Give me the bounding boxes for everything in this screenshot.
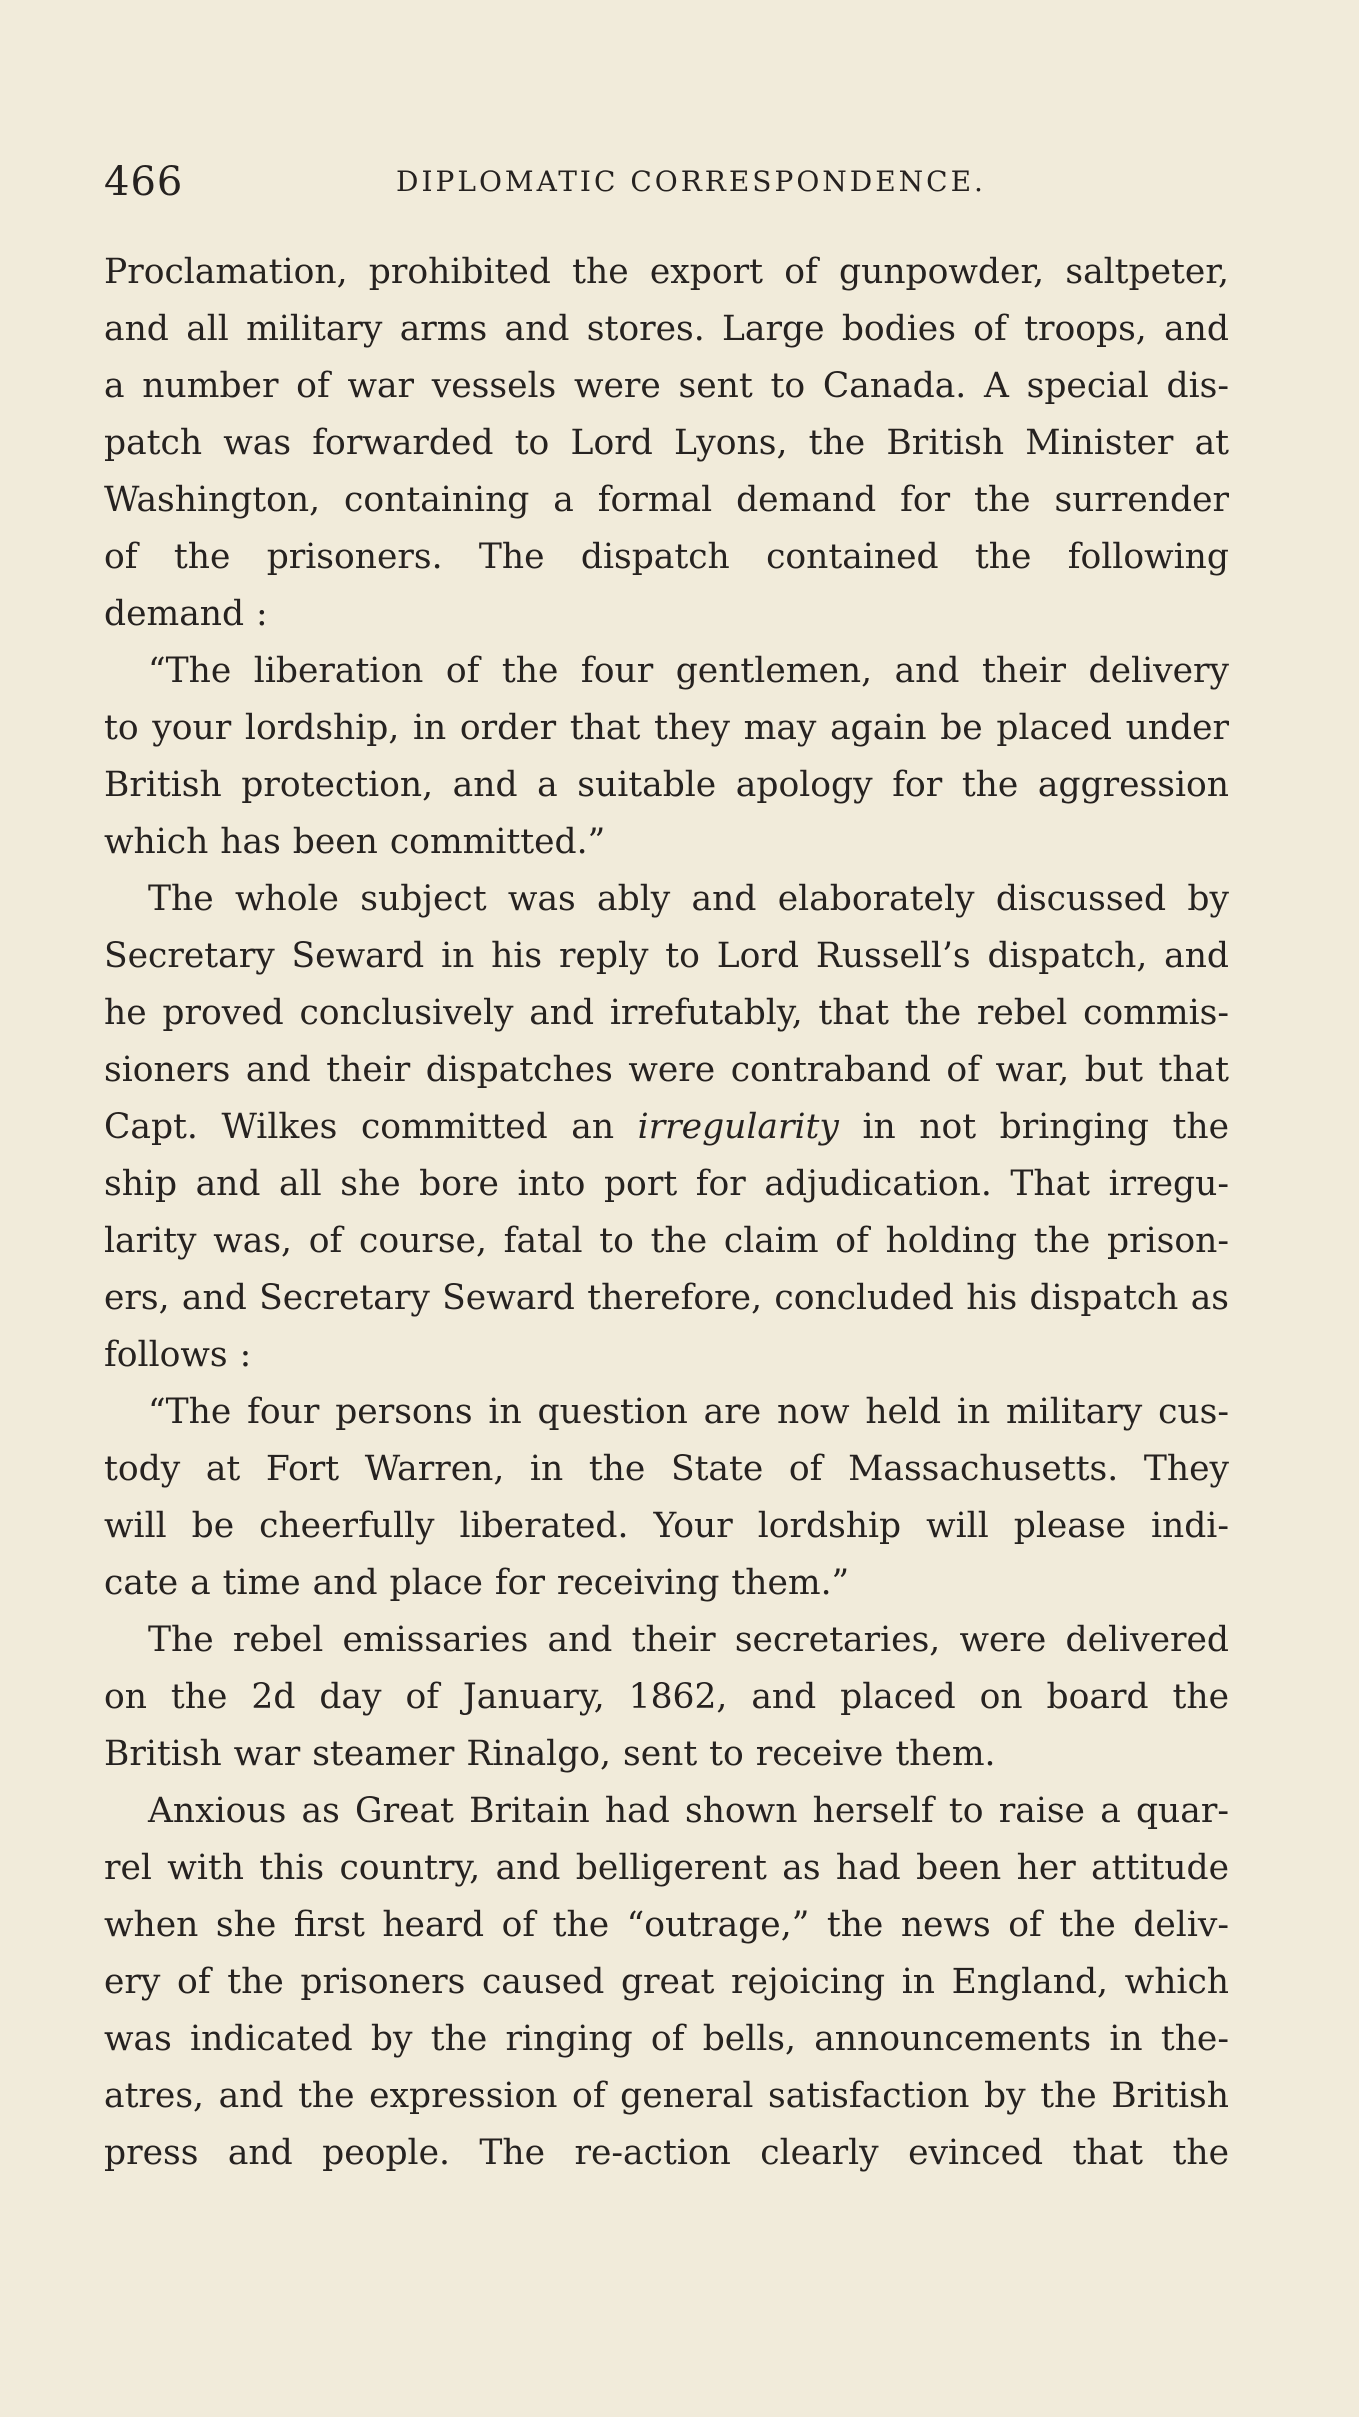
text-line: tody at Fort Warren, in the State of Massachusetts. They	[104, 1449, 1229, 1489]
text-line: Secretary Seward in his reply to Lord Russell’s dispatch, and	[104, 936, 1229, 976]
text-segment: in not bringing the	[862, 1107, 1229, 1147]
text-line: which has been committed.”	[104, 822, 606, 862]
page-number: 466	[104, 159, 184, 205]
text-line: ery of the prisoners caused great rejoicing in England, which	[104, 1962, 1229, 2002]
text-line: ship and all she bore into port for adjudication. That irregu-	[104, 1164, 1229, 1204]
text-line: of the prisoners. The dispatch contained the following	[104, 537, 1229, 577]
text-segment: Capt. Wilkes committed an	[104, 1107, 615, 1147]
text-line: press and people. The re-action clearly evinced that the	[104, 2133, 1229, 2173]
text-line: cate a time and place for receiving them.”	[104, 1563, 850, 1603]
text-line: ers, and Secretary Seward therefore, concluded his dispatch as	[104, 1278, 1229, 1318]
text-line: rel with this country, and belligerent as had been her attitude	[104, 1848, 1229, 1888]
text-line: was indicated by the ringing of bells, announcements in the-	[104, 2019, 1229, 2059]
text-line: “The liberation of the four gentlemen, and their delivery	[148, 651, 1229, 691]
text-line: will be cheerfully liberated. Your lordship will please indi-	[104, 1506, 1229, 1546]
text-line-with-italic	[104, 1099, 1229, 1156]
text-line: British protection, and a suitable apology for the aggression	[104, 765, 1229, 805]
text-line: The whole subject was ably and elaborately discussed by	[148, 879, 1229, 919]
text-line: patch was forwarded to Lord Lyons, the British Minister at	[104, 423, 1229, 463]
text-line: a number of war vessels were sent to Canada. A special dis-	[104, 366, 1229, 406]
page-header	[104, 152, 1229, 212]
text-line: larity was, of course, fatal to the claim of holding the prison-	[104, 1221, 1229, 1261]
text-line: demand :	[104, 594, 268, 634]
text-line: Washington, containing a formal demand for the surrender	[104, 480, 1229, 520]
text-line: when she first heard of the “outrage,” the news of the deliv-	[104, 1905, 1229, 1945]
text-line: Proclamation, prohibited the export of gunpowder, saltpeter,	[104, 252, 1229, 292]
running-title: DIPLOMATIC CORRESPONDENCE.	[396, 165, 986, 198]
text-line: and all military arms and stores. Large bodies of troops, and	[104, 309, 1229, 349]
text-line: follows :	[104, 1335, 252, 1375]
text-line: to your lordship, in order that they may again be placed under	[104, 708, 1229, 748]
text-line: Anxious as Great Britain had shown herself to raise a quar-	[148, 1791, 1229, 1831]
text-line: on the 2d day of January, 1862, and placed on board the	[104, 1677, 1229, 1717]
text-line: “The four persons in question are now held in military cus-	[148, 1392, 1229, 1432]
text-line: The rebel emissaries and their secretaries, were delivered	[148, 1620, 1229, 1660]
italic-word: irregularity	[637, 1107, 839, 1147]
text-line: he proved conclusively and irrefutably, that the rebel commis-	[104, 993, 1229, 1033]
text-line: sioners and their dispatches were contraband of war, but that	[104, 1050, 1229, 1090]
body-text	[104, 244, 1229, 2182]
text-line: British war steamer Rinalgo, sent to receive them.	[104, 1734, 996, 1774]
text-line: atres, and the expression of general satisfaction by the British	[104, 2076, 1229, 2116]
